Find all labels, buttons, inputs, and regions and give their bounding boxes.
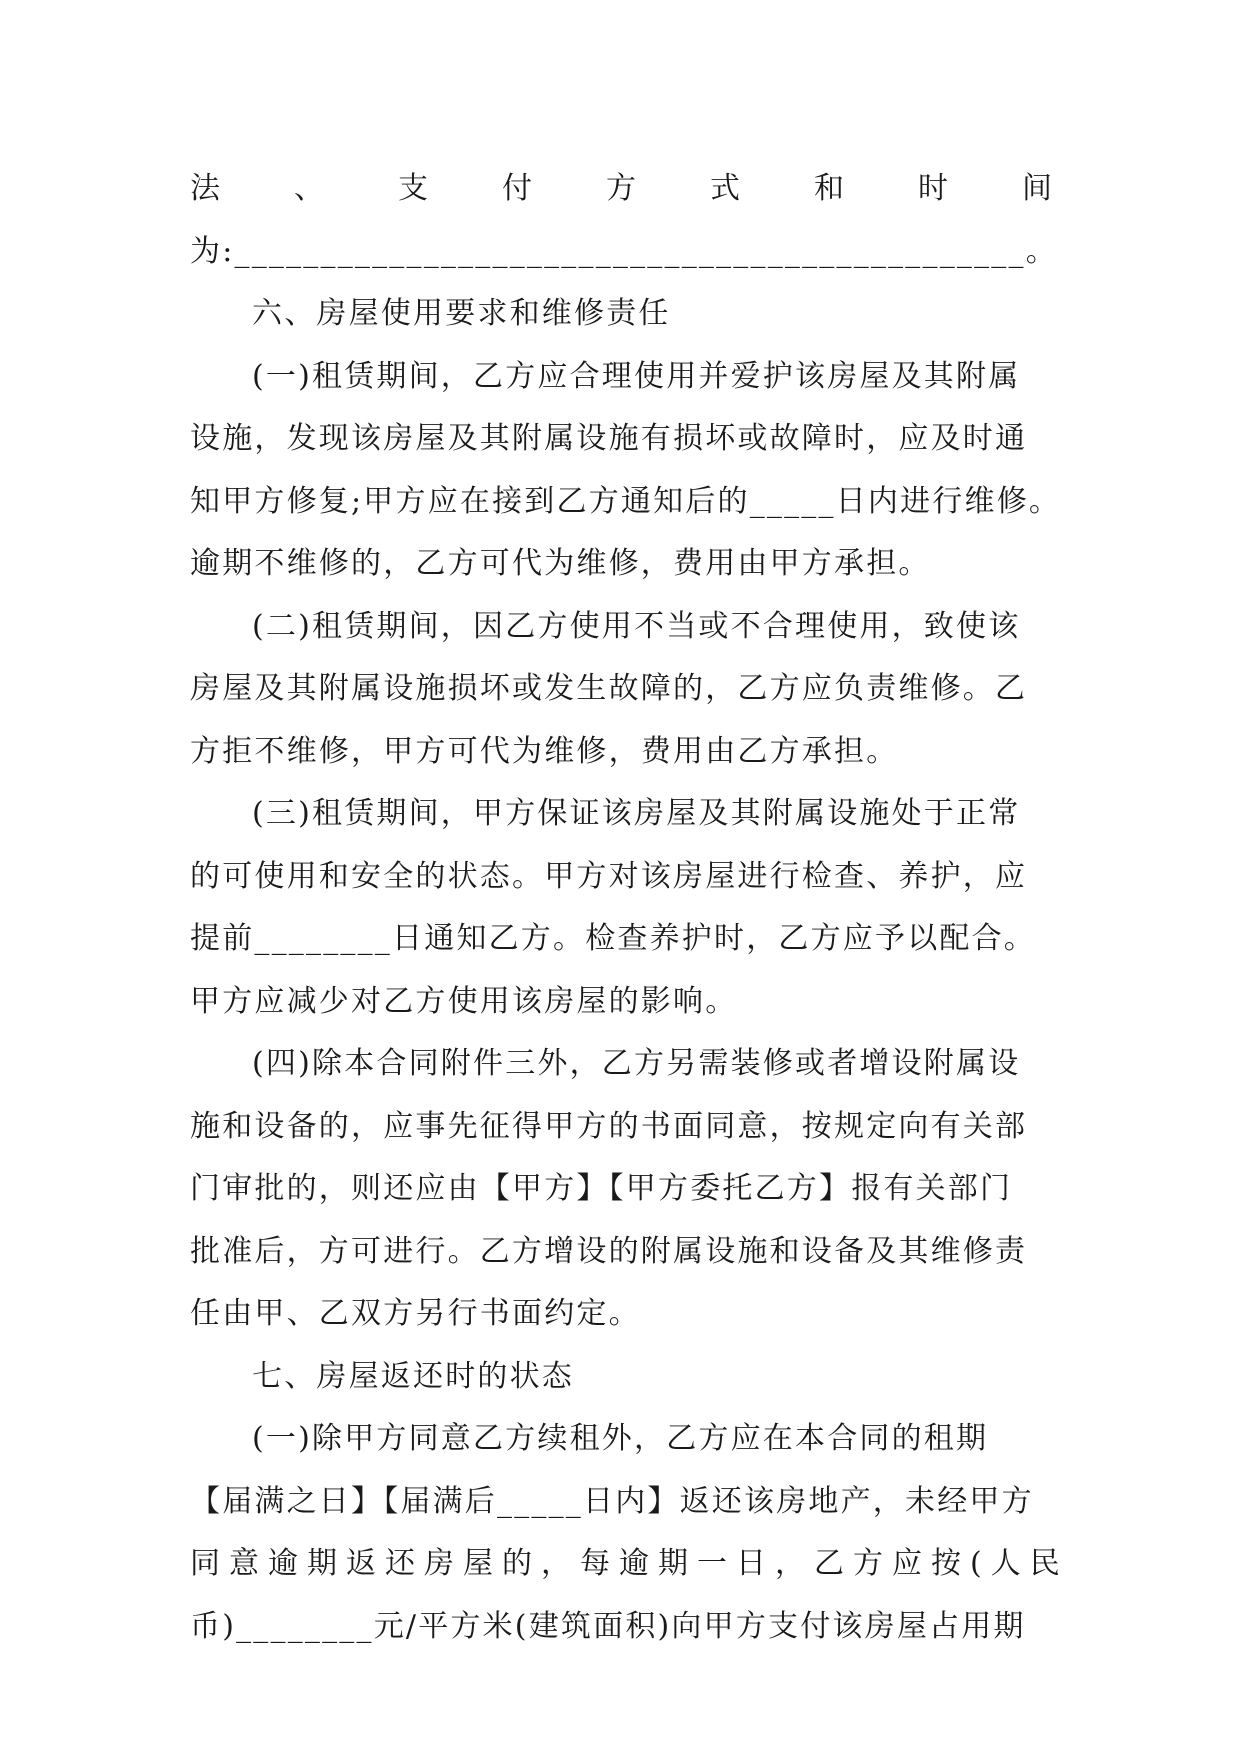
clause-line: 提前________日通知乙方。检查养护时，乙方应予以配合。: [190, 921, 1036, 956]
section-heading-6: 六、房屋使用要求和维修责任: [252, 296, 671, 331]
clause-line: 【届满之日】【届满后_____日内】返还该房地产，未经甲方: [190, 1483, 1034, 1519]
clause-line: (三)租赁期间，甲方保证该房屋及其附属设施处于正常: [252, 796, 1021, 831]
clause-line: 同意逾期返还房屋的，每逾期一日，乙方应按(人民: [190, 1546, 1069, 1581]
spread-char: 、: [294, 171, 324, 206]
spread-char: 方: [606, 171, 636, 206]
clause-line: 甲方应减少对乙方使用该房屋的影响。: [190, 983, 738, 1019]
clause-line: 房屋及其附属设施损坏或发生故障的，乙方应负责维修。乙: [190, 671, 1028, 706]
clause-line: 门审批的，则还应由【甲方】【甲方委托乙方】报有关部门: [190, 1171, 1013, 1206]
clause-line: 设施，发现该房屋及其附属设施有损坏或故障时，应及时通: [190, 421, 1028, 456]
clause-line: 任由甲、乙双方另行书面约定。: [190, 1296, 641, 1331]
section-heading-7: 七、房屋返还时的状态: [252, 1358, 574, 1394]
spread-char: 支: [398, 171, 428, 206]
clause-line: (二)租赁期间，因乙方使用不当或不合理使用，致使该: [252, 608, 1021, 644]
spread-char: 式: [710, 171, 740, 206]
clause-line: (一)除甲方同意乙方续租外，乙方应在本合同的租期: [252, 1421, 989, 1456]
document-page: [190, 158, 1069, 1658]
clause-line: (四)除本合同附件三外，乙方另需装修或者增设附属设: [252, 1046, 1021, 1081]
spread-char: 间: [1022, 171, 1052, 206]
clause-line: 币)________元/平方米(建筑面积)向甲方支付该房屋占用期: [190, 1608, 1026, 1644]
spread-char: 法: [190, 171, 220, 206]
spread-char: 付: [502, 171, 532, 206]
clause-line: (一)租赁期间，乙方应合理使用并爱护该房屋及其附属: [252, 358, 1021, 394]
clause-line: 批准后，方可进行。乙方增设的附属设施和设备及其维修责: [190, 1233, 1028, 1269]
spread-char: 和: [814, 171, 844, 206]
spread-char: 时: [918, 171, 948, 206]
spread-text-line: [190, 158, 1052, 221]
clause-line: 知甲方修复;甲方应在接到乙方通知后的_____日内进行维修。: [190, 483, 1062, 519]
clause-line: 的可使用和安全的状态。甲方对该房屋进行检查、养护，应: [190, 858, 1028, 894]
clause-line: 施和设备的，应事先征得甲方的书面同意，按规定向有关部: [190, 1108, 1028, 1144]
payment-time-line: 为:______________________________________________。: [190, 233, 1058, 269]
clause-line: 逾期不维修的，乙方可代为维修，费用由甲方承担。: [190, 546, 931, 581]
clause-line: 方拒不维修，甲方可代为维修，费用由乙方承担。: [190, 733, 899, 769]
